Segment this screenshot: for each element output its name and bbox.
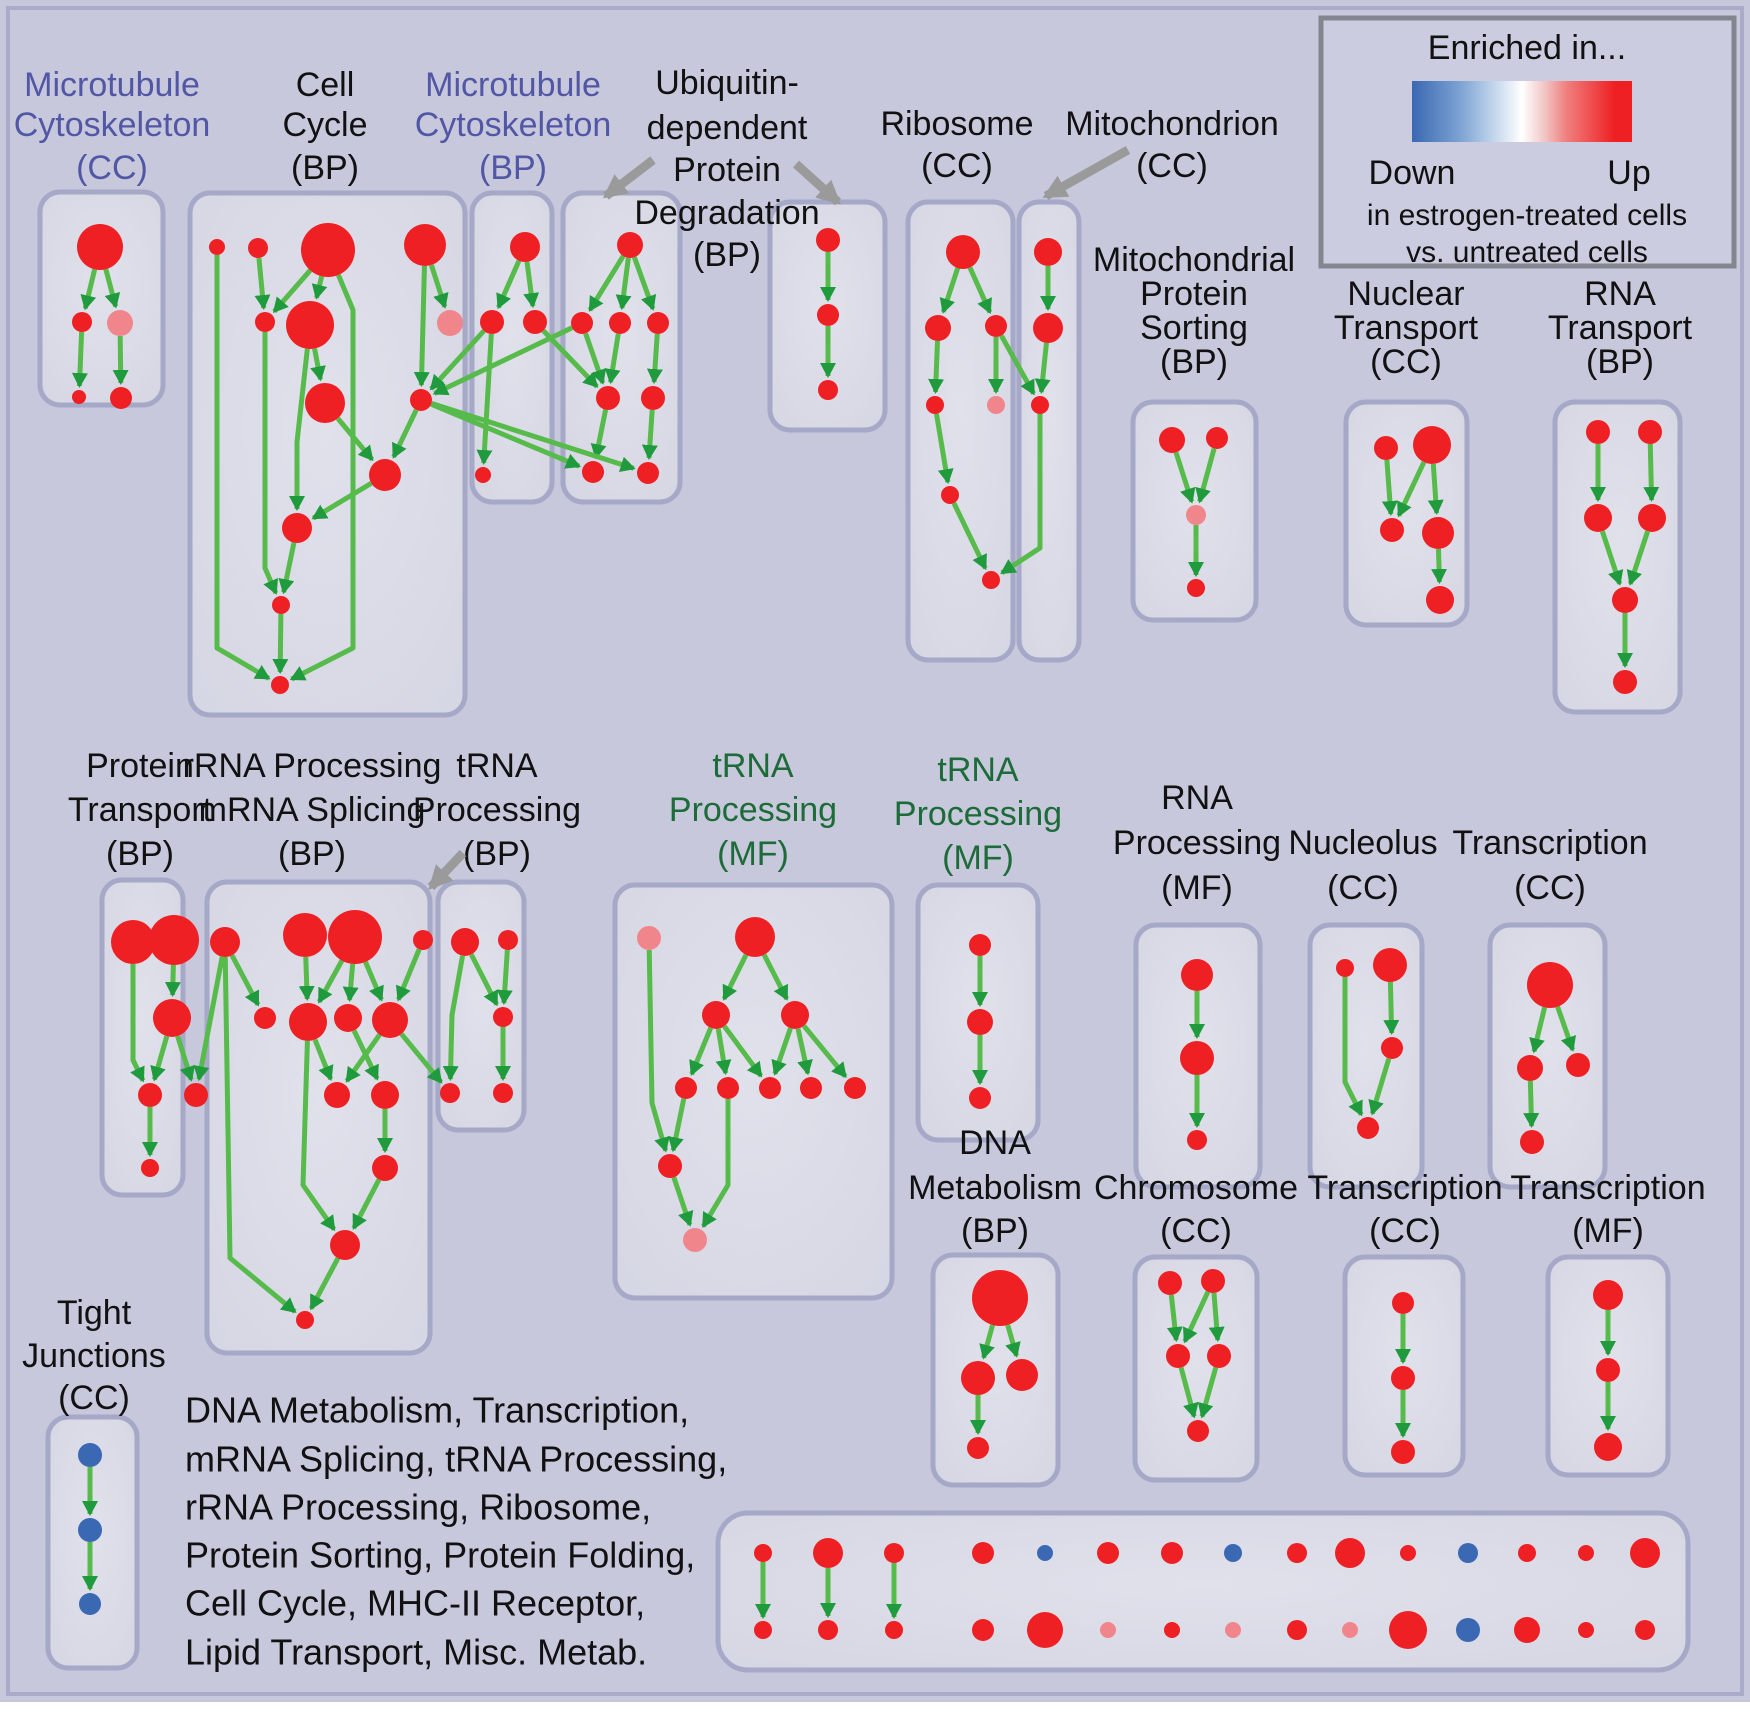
cluster-label-rrna: rRNA Processing bbox=[182, 746, 442, 785]
cluster-label-nuc-trans: Nuclear bbox=[1347, 274, 1465, 313]
go-term-node bbox=[884, 1543, 904, 1563]
go-term-node bbox=[1391, 1440, 1415, 1464]
go-term-node bbox=[972, 1542, 994, 1564]
go-term-node bbox=[818, 1620, 838, 1640]
go-term-node bbox=[941, 486, 959, 504]
go-term-node bbox=[617, 232, 643, 258]
cluster-label-rna-trans: (BP) bbox=[1586, 342, 1654, 381]
cluster-label-chromosome: (CC) bbox=[1160, 1211, 1232, 1250]
go-term-node bbox=[885, 1621, 903, 1639]
cluster-label-rna-proc-mf: Processing bbox=[1112, 823, 1282, 862]
cluster-label-dna-met: DNA bbox=[959, 1123, 1031, 1162]
cluster-label-mito: Mitochondrion bbox=[1065, 104, 1279, 143]
go-term-node bbox=[1287, 1543, 1307, 1563]
go-term-node bbox=[1166, 1344, 1190, 1368]
go-term-node bbox=[1520, 1130, 1544, 1154]
go-term-node bbox=[683, 1228, 707, 1252]
go-term-node bbox=[972, 1270, 1028, 1326]
go-term-node bbox=[371, 1081, 399, 1109]
go-term-node bbox=[754, 1544, 772, 1562]
misc-categories-note: rRNA Processing, Ribosome, bbox=[185, 1486, 652, 1528]
go-term-node bbox=[609, 312, 631, 334]
go-term-node bbox=[972, 1619, 994, 1641]
go-term-node bbox=[271, 676, 289, 694]
go-term-node bbox=[296, 1311, 314, 1329]
go-term-node bbox=[1514, 1617, 1540, 1643]
go-term-node bbox=[149, 915, 199, 965]
go-term-node bbox=[1187, 579, 1205, 597]
cluster-label-rrna: mRNA Splicing bbox=[198, 790, 426, 829]
edge-arrow bbox=[421, 266, 424, 385]
go-term-node bbox=[369, 459, 401, 491]
cluster-label-trans-mf: (MF) bbox=[1572, 1211, 1644, 1250]
cluster-label-ubiq1: Ubiquitin- bbox=[655, 63, 799, 102]
go-term-node bbox=[1187, 1420, 1209, 1442]
go-term-node bbox=[301, 223, 355, 277]
cluster-label-trna-mf1: Processing bbox=[668, 790, 838, 829]
go-term-node bbox=[1578, 1545, 1594, 1561]
edge-arrow bbox=[79, 332, 81, 386]
cluster-label-mito-sort: (BP) bbox=[1160, 342, 1228, 381]
go-term-node bbox=[1380, 518, 1404, 542]
go-term-node bbox=[969, 934, 991, 956]
go-term-node bbox=[107, 310, 133, 336]
cluster-label-trans-cc2: (CC) bbox=[1369, 1211, 1441, 1250]
go-term-node bbox=[582, 461, 604, 483]
go-term-node bbox=[596, 386, 620, 410]
cluster-label-mito-sort: Mitochondrial bbox=[1092, 240, 1296, 279]
go-term-node bbox=[1287, 1620, 1307, 1640]
go-term-node bbox=[817, 304, 839, 326]
cluster-label-ubiq1: dependent bbox=[646, 108, 808, 147]
go-term-node bbox=[404, 224, 446, 266]
go-term-node bbox=[1180, 1041, 1214, 1075]
cluster-label-trna-mf2: Processing bbox=[893, 794, 1063, 833]
go-term-node bbox=[372, 1155, 398, 1181]
misc-categories-note: mRNA Splicing, tRNA Processing, bbox=[185, 1438, 728, 1480]
go-term-node bbox=[1206, 427, 1228, 449]
go-term-node bbox=[967, 1437, 989, 1459]
go-term-node bbox=[1342, 1622, 1358, 1638]
go-term-node bbox=[571, 312, 593, 334]
go-term-node bbox=[110, 387, 132, 409]
go-term-node bbox=[1426, 586, 1454, 614]
cluster-label-nuc-trans: Transport bbox=[1333, 308, 1479, 347]
go-term-node bbox=[440, 1083, 460, 1103]
go-term-node bbox=[1638, 504, 1666, 532]
go-term-node bbox=[493, 1007, 513, 1027]
go-term-node bbox=[272, 596, 290, 614]
go-term-node bbox=[946, 235, 980, 269]
go-term-node bbox=[79, 1593, 101, 1615]
edge-arrow bbox=[1433, 464, 1436, 513]
go-term-node bbox=[1336, 959, 1354, 977]
cluster-label-dna-met: (BP) bbox=[961, 1211, 1029, 1250]
go-term-node bbox=[1357, 1117, 1379, 1139]
go-term-node bbox=[1161, 1542, 1183, 1564]
cluster-label-ubiq1: Protein bbox=[673, 150, 781, 189]
go-term-node bbox=[1164, 1622, 1180, 1638]
go-term-node bbox=[282, 513, 312, 543]
go-term-node bbox=[1391, 1366, 1415, 1390]
cluster-label-mt-cc: Cytoskeleton bbox=[13, 105, 211, 144]
go-term-node bbox=[1158, 1271, 1182, 1295]
go-term-node bbox=[248, 238, 268, 258]
go-term-node bbox=[1586, 420, 1610, 444]
cluster-label-trna-bp: tRNA bbox=[456, 746, 538, 785]
go-term-node bbox=[813, 1538, 843, 1568]
cluster-label-chromosome: Chromosome bbox=[1093, 1168, 1299, 1207]
go-term-node bbox=[1097, 1542, 1119, 1564]
go-term-node bbox=[1031, 396, 1049, 414]
go-term-node bbox=[1159, 427, 1185, 453]
misc-categories-note: Lipid Transport, Misc. Metab. bbox=[185, 1631, 648, 1673]
edge-arrow bbox=[1438, 549, 1439, 582]
go-term-node bbox=[1518, 1544, 1536, 1562]
go-term-node bbox=[1224, 1544, 1242, 1562]
cluster-label-cell-cycle: (BP) bbox=[291, 148, 359, 187]
go-term-node bbox=[926, 396, 944, 414]
cluster-label-ribosome: (CC) bbox=[921, 146, 993, 185]
cluster-label-ubiq1: (BP) bbox=[693, 235, 761, 274]
go-term-node bbox=[1392, 1292, 1414, 1314]
edge-arrow bbox=[504, 950, 507, 1003]
cluster-label-trna-mf1: (MF) bbox=[717, 834, 789, 873]
go-term-node bbox=[289, 1003, 327, 1041]
go-term-node bbox=[1458, 1543, 1478, 1563]
go-term-node bbox=[72, 390, 86, 404]
go-term-node bbox=[1335, 1538, 1365, 1568]
go-term-node bbox=[844, 1077, 866, 1099]
cluster-label-trans-cc1: Transcription bbox=[1452, 823, 1648, 862]
go-term-node bbox=[72, 312, 92, 332]
cluster-label-tight-junc: Tight bbox=[56, 1293, 132, 1332]
cluster-label-rna-proc-mf: (MF) bbox=[1161, 868, 1233, 907]
go-term-node bbox=[1596, 1358, 1620, 1382]
edge-arrow bbox=[649, 410, 652, 458]
go-term-node bbox=[675, 1077, 697, 1099]
go-term-node bbox=[1578, 1622, 1594, 1638]
go-term-node bbox=[982, 571, 1000, 589]
go-term-node bbox=[967, 1009, 993, 1035]
go-term-node bbox=[925, 315, 951, 341]
cluster-box-chromosome bbox=[1135, 1257, 1257, 1480]
go-term-node bbox=[702, 1001, 730, 1029]
go-term-node bbox=[818, 380, 838, 400]
go-term-node bbox=[1635, 1620, 1655, 1640]
go-term-node bbox=[641, 386, 665, 410]
go-term-node bbox=[1381, 1037, 1403, 1059]
cluster-label-rrna: (BP) bbox=[278, 834, 346, 873]
go-term-node bbox=[451, 928, 479, 956]
cluster-box-rna-trans bbox=[1555, 402, 1680, 712]
edge-arrow bbox=[654, 334, 657, 382]
go-term-node bbox=[286, 301, 334, 349]
cluster-label-rna-proc-mf: RNA bbox=[1161, 778, 1233, 817]
go-term-node bbox=[985, 315, 1007, 337]
cluster-label-mt-bp: Cytoskeleton bbox=[414, 105, 612, 144]
edge-arrow bbox=[1650, 444, 1651, 500]
go-term-node bbox=[1413, 426, 1451, 464]
legend-subtitle: in estrogen-treated cells bbox=[1366, 198, 1688, 232]
cluster-label-ubiq1: Degradation bbox=[634, 193, 820, 232]
go-term-node bbox=[138, 1083, 162, 1107]
cluster-label-dna-met: Metabolism bbox=[908, 1168, 1082, 1207]
go-term-node bbox=[1638, 420, 1662, 444]
go-term-node bbox=[1033, 313, 1063, 343]
cluster-label-trna-mf2: tRNA bbox=[937, 750, 1019, 789]
edge-arrow bbox=[280, 614, 281, 672]
go-term-node bbox=[1373, 948, 1407, 982]
edge-arrow bbox=[173, 965, 174, 995]
go-term-node bbox=[1517, 1055, 1543, 1081]
go-term-node bbox=[1527, 962, 1573, 1008]
go-term-node bbox=[1027, 1612, 1063, 1648]
go-term-node bbox=[735, 917, 775, 957]
go-term-node bbox=[1100, 1622, 1116, 1638]
go-term-node bbox=[1422, 517, 1454, 549]
cluster-label-trans-cc2: Transcription bbox=[1307, 1168, 1503, 1207]
go-term-node bbox=[111, 920, 155, 964]
go-term-node bbox=[141, 1159, 159, 1177]
cluster-label-mito-sort: Protein bbox=[1140, 274, 1248, 313]
go-term-node bbox=[1037, 1545, 1053, 1561]
go-term-node bbox=[334, 1004, 362, 1032]
legend-down-label: Down bbox=[1368, 153, 1456, 192]
go-term-node bbox=[969, 1087, 991, 1109]
go-term-node bbox=[637, 462, 659, 484]
go-term-node bbox=[184, 1083, 208, 1107]
go-term-node bbox=[1594, 1433, 1622, 1461]
cluster-label-mito: (CC) bbox=[1136, 146, 1208, 185]
go-term-node bbox=[781, 1001, 809, 1029]
go-term-node bbox=[328, 910, 382, 964]
cluster-label-mt-bp: (BP) bbox=[479, 148, 547, 187]
go-term-node bbox=[1225, 1622, 1241, 1638]
go-term-node bbox=[1566, 1053, 1590, 1077]
legend-title: Enriched in... bbox=[1427, 28, 1627, 67]
misc-categories-note: DNA Metabolism, Transcription, bbox=[185, 1389, 690, 1431]
go-term-node bbox=[1034, 238, 1062, 266]
go-term-node bbox=[78, 1518, 102, 1542]
cluster-box-rrna bbox=[207, 882, 430, 1353]
go-term-node bbox=[1612, 587, 1638, 613]
cluster-label-mt-cc: (CC) bbox=[76, 148, 148, 187]
go-term-node bbox=[437, 310, 463, 336]
go-term-node bbox=[523, 310, 547, 334]
go-term-node bbox=[1630, 1538, 1660, 1568]
go-term-node bbox=[1186, 505, 1206, 525]
go-term-node bbox=[759, 1077, 781, 1099]
go-term-node bbox=[1613, 670, 1637, 694]
go-term-node bbox=[647, 312, 669, 334]
cluster-box-mt-cc bbox=[40, 192, 163, 405]
cluster-label-ribosome: Ribosome bbox=[880, 104, 1034, 143]
cluster-label-cell-cycle: Cycle bbox=[282, 105, 368, 144]
cluster-box-misc-panel bbox=[718, 1513, 1688, 1670]
go-term-node bbox=[480, 310, 504, 334]
edge-arrow bbox=[350, 964, 353, 1000]
go-term-node bbox=[800, 1077, 822, 1099]
edge-arrow bbox=[1530, 1081, 1531, 1126]
cluster-label-trna-bp: Processing bbox=[412, 790, 582, 829]
go-term-node bbox=[1181, 959, 1213, 991]
go-term-node bbox=[1187, 1130, 1207, 1150]
go-term-node bbox=[987, 396, 1005, 414]
cluster-label-nucleolus: Nucleolus bbox=[1288, 823, 1438, 862]
legend-gradient-bar bbox=[1412, 81, 1632, 142]
go-term-node bbox=[413, 930, 433, 950]
cluster-label-prot-trans: (BP) bbox=[106, 834, 174, 873]
misc-categories-note: Protein Sorting, Protein Folding, bbox=[185, 1534, 696, 1576]
edge-arrow bbox=[306, 957, 307, 999]
go-term-node bbox=[475, 467, 491, 483]
cluster-label-rna-trans: RNA bbox=[1584, 274, 1656, 313]
go-term-node bbox=[1456, 1618, 1480, 1642]
go-term-node bbox=[717, 1077, 739, 1099]
go-term-node bbox=[1374, 436, 1398, 460]
cluster-label-trans-cc1: (CC) bbox=[1514, 868, 1586, 907]
cluster-label-rna-trans: Transport bbox=[1547, 308, 1693, 347]
go-term-node bbox=[658, 1154, 682, 1178]
go-term-node bbox=[283, 913, 327, 957]
go-term-node bbox=[1389, 1611, 1427, 1649]
cluster-box-ribosome bbox=[908, 202, 1013, 660]
go-term-node bbox=[254, 1007, 276, 1029]
cluster-label-mito-sort: Sorting bbox=[1140, 308, 1248, 347]
cluster-label-tight-junc: Junctions bbox=[22, 1336, 166, 1375]
cluster-label-nucleolus: (CC) bbox=[1327, 868, 1399, 907]
go-term-node bbox=[209, 239, 225, 255]
legend-subtitle: vs. untreated cells bbox=[1406, 235, 1648, 269]
cluster-label-prot-trans: Transport bbox=[67, 790, 213, 829]
go-term-node bbox=[210, 927, 240, 957]
cluster-label-cell-cycle: Cell bbox=[295, 65, 355, 104]
go-term-node bbox=[1006, 1359, 1038, 1391]
edge-arrow bbox=[1390, 982, 1391, 1033]
go-term-node bbox=[324, 1082, 350, 1108]
go-term-node bbox=[410, 389, 432, 411]
edge-arrow bbox=[120, 336, 121, 383]
misc-categories-note: Cell Cycle, MHC-II Receptor, bbox=[185, 1582, 646, 1624]
cluster-label-prot-trans: Protein bbox=[86, 746, 194, 785]
go-term-node bbox=[1400, 1545, 1416, 1561]
go-term-node bbox=[1207, 1344, 1231, 1368]
cluster-label-trna-bp: (BP) bbox=[463, 834, 531, 873]
go-term-node bbox=[493, 1083, 513, 1103]
cluster-label-mt-cc: Microtubule bbox=[24, 65, 200, 104]
cluster-label-mt-bp: Microtubule bbox=[425, 65, 601, 104]
legend-up-label: Up bbox=[1607, 153, 1651, 192]
cluster-label-trans-mf: Transcription bbox=[1510, 1168, 1706, 1207]
go-term-node bbox=[498, 930, 518, 950]
go-term-node bbox=[153, 999, 191, 1037]
go-term-node bbox=[961, 1361, 995, 1395]
go-term-node bbox=[255, 312, 275, 332]
cluster-label-trna-mf2: (MF) bbox=[942, 838, 1014, 877]
go-term-node bbox=[1584, 504, 1612, 532]
go-term-node bbox=[305, 383, 345, 423]
go-term-node bbox=[330, 1230, 360, 1260]
cluster-label-tight-junc: (CC) bbox=[58, 1378, 130, 1417]
edge-arrow bbox=[936, 341, 938, 392]
go-term-node bbox=[1201, 1269, 1225, 1293]
go-term-node bbox=[78, 1443, 102, 1467]
go-term-node bbox=[510, 232, 540, 262]
cluster-label-trna-mf1: tRNA bbox=[712, 746, 794, 785]
go-term-node bbox=[77, 224, 123, 270]
go-term-node bbox=[754, 1621, 772, 1639]
go-term-node bbox=[1593, 1280, 1623, 1310]
go-term-node bbox=[372, 1002, 408, 1038]
go-term-node bbox=[637, 926, 661, 950]
cluster-label-nuc-trans: (CC) bbox=[1370, 342, 1442, 381]
